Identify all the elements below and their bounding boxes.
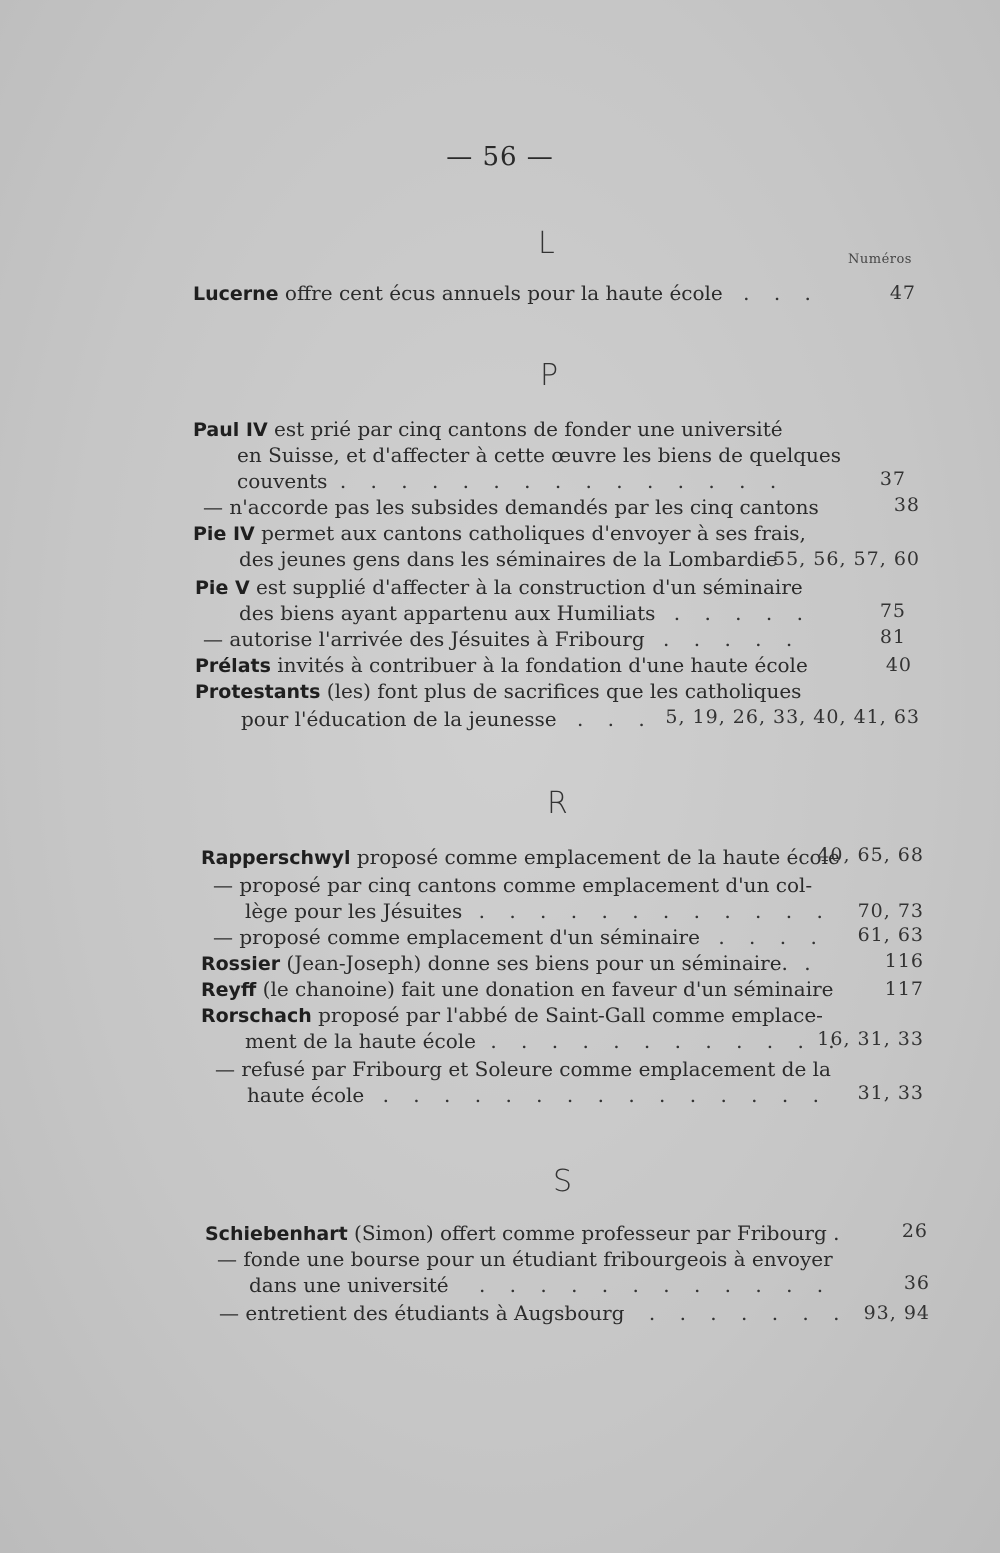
index-entry [219, 1300, 849, 1326]
entry-text: est supplié d'affecter à la construction d'un séminaire [249, 575, 803, 599]
leader-dots: . . . [743, 281, 820, 305]
entry-text: — n'accorde pas les subsides demandés par les cinq cantons [203, 495, 819, 519]
numbers-column-heading: Numéros [848, 252, 912, 267]
index-entry [205, 1220, 839, 1247]
index-entry [195, 678, 801, 705]
entry-numbers: 38 [893, 494, 920, 516]
entry-text: permet aux cantons catholiques d'envoyer à ses frais, [254, 521, 806, 545]
index-entry [203, 626, 801, 652]
entry-text: (le chanoine) fait une donation en faveur d'un séminaire [256, 977, 834, 1001]
entry-keyword: Rapperschwyl [201, 847, 351, 869]
leader-dots: . [804, 951, 820, 975]
leader-dots: . . . . . [673, 601, 812, 625]
entry-text: en Suisse, et d'affecter à cette œuvre les biens de quelques [237, 443, 842, 467]
entry-keyword: Paul IV [193, 419, 268, 441]
index-entry-continuation [249, 1272, 832, 1298]
index-entry-continuation [241, 706, 654, 732]
leader-dots: . . . . . . . [648, 1301, 849, 1325]
entry-text: (les) font plus de sacrifices que les catholiques [320, 679, 802, 703]
entry-text: pour l'éducation de la jeunesse [241, 707, 557, 731]
index-entry [193, 520, 806, 547]
entry-text: est prié par cinq cantons de fonder une université [267, 417, 783, 441]
index-entry [201, 1002, 823, 1029]
entry-text: ment de la haute école [245, 1029, 476, 1053]
entry-keyword: Protestants [195, 681, 321, 703]
section-letter-l: L [538, 226, 555, 261]
index-entry [213, 924, 826, 950]
entry-text: — autorise l'arrivée des Jésuites à Fribourg [203, 627, 645, 651]
entry-keyword: Rorschach [201, 1005, 312, 1027]
entry-numbers: 70, 73 [857, 900, 924, 922]
entry-keyword: Reyff [201, 979, 257, 1001]
entry-keyword: Rossier [201, 953, 281, 975]
entry-numbers: 93, 94 [863, 1302, 930, 1324]
entry-numbers: 81 [879, 626, 906, 648]
entry-text: couvents [237, 469, 328, 493]
entry-text: (Simon) offert comme professeur par Fribourg . [347, 1221, 840, 1245]
entry-numbers: 116 [884, 950, 924, 972]
entry-text: invités à contribuer à la fondation d'une haute école [270, 653, 808, 677]
entry-text: offre cent écus annuels pour la haute école [278, 281, 723, 305]
leader-dots: . . . . . . . . . . . . [478, 899, 832, 923]
page-number: — 56 — [446, 142, 554, 172]
index-entry [195, 574, 803, 601]
index-entry [203, 494, 819, 520]
entry-numbers: 75 [879, 600, 906, 622]
section-letter-p: P [540, 358, 559, 393]
leader-dots: . . . . . . . . . . . . . . . [382, 1083, 828, 1107]
entry-text: lège pour les Jésuites [245, 899, 463, 923]
entry-numbers: 31, 33 [857, 1082, 924, 1104]
index-entry [201, 844, 840, 871]
index-entry-continuation [239, 600, 812, 626]
entry-numbers: 117 [884, 978, 924, 1000]
index-entry [213, 872, 812, 898]
index-entry [193, 280, 820, 307]
index-entry-continuation [237, 468, 785, 494]
entry-numbers: 36 [903, 1272, 930, 1294]
entry-text: — entretient des étudiants à Augsbourg [219, 1301, 625, 1325]
index-entry [215, 1056, 831, 1082]
leader-dots: . . . . . . . . . . . . [478, 1273, 833, 1297]
entry-numbers: 16, 31, 33 [817, 1028, 924, 1050]
entry-text: proposé par l'abbé de Saint-Gall comme emplace- [311, 1003, 823, 1027]
leader-dots: . . . [576, 707, 654, 731]
leader-dots: . . . . . [663, 627, 802, 651]
entry-numbers: 55, 56, 57, 60 [773, 548, 920, 570]
entry-text: des jeunes gens dans les séminaires de la Lombardie [239, 547, 778, 571]
entry-keyword: Prélats [195, 655, 271, 677]
entry-numbers: 5, 19, 26, 33, 40, 41, 63 [665, 706, 920, 728]
index-entry-continuation [245, 898, 832, 924]
index-entry [201, 950, 820, 977]
entry-numbers: 37 [879, 468, 906, 490]
entry-keyword: Pie V [195, 577, 250, 599]
entry-text: dans une université [249, 1273, 449, 1297]
leader-dots: . . . . . . . . . . . . . . . [339, 469, 786, 493]
section-letter-s: S [553, 1164, 573, 1199]
entry-keyword: Schiebenhart [205, 1223, 348, 1245]
index-entry-continuation [245, 1028, 844, 1054]
entry-text: (Jean-Joseph) donne ses biens pour un séminaire. [280, 951, 788, 975]
entry-numbers: 47 [889, 282, 916, 304]
entry-keyword: Lucerne [193, 283, 279, 305]
entry-numbers: 40, 65, 68 [817, 844, 924, 866]
entry-numbers: 61, 63 [857, 924, 924, 946]
index-entry-continuation [247, 1082, 828, 1108]
leader-dots: . . . . . . . . . . . . [490, 1029, 844, 1053]
entry-keyword: Pie IV [193, 523, 255, 545]
entry-text: proposé comme emplacement de la haute école [350, 845, 840, 869]
index-entry [193, 416, 783, 443]
index-entry [201, 976, 834, 1003]
entry-text: — proposé par cinq cantons comme emplacement d'un col- [213, 873, 813, 897]
entry-numbers: 40 [885, 654, 912, 676]
index-entry-continuation [239, 546, 778, 572]
index-entry [195, 652, 808, 679]
entry-text: — fonde une bourse pour un étudiant fribourgeois à envoyer [217, 1247, 833, 1271]
index-entry-continuation [237, 442, 841, 468]
index-entry [217, 1246, 833, 1272]
entry-text: — proposé comme emplacement d'un séminaire [213, 925, 700, 949]
entry-text: des biens ayant appartenu aux Humiliats [239, 601, 656, 625]
section-letter-r: R [547, 786, 568, 821]
entry-numbers: 26 [901, 1220, 928, 1242]
leader-dots: . . . . [718, 925, 826, 949]
entry-text: haute école [247, 1083, 365, 1107]
entry-text: — refusé par Fribourg et Soleure comme emplacement de la [215, 1057, 831, 1081]
